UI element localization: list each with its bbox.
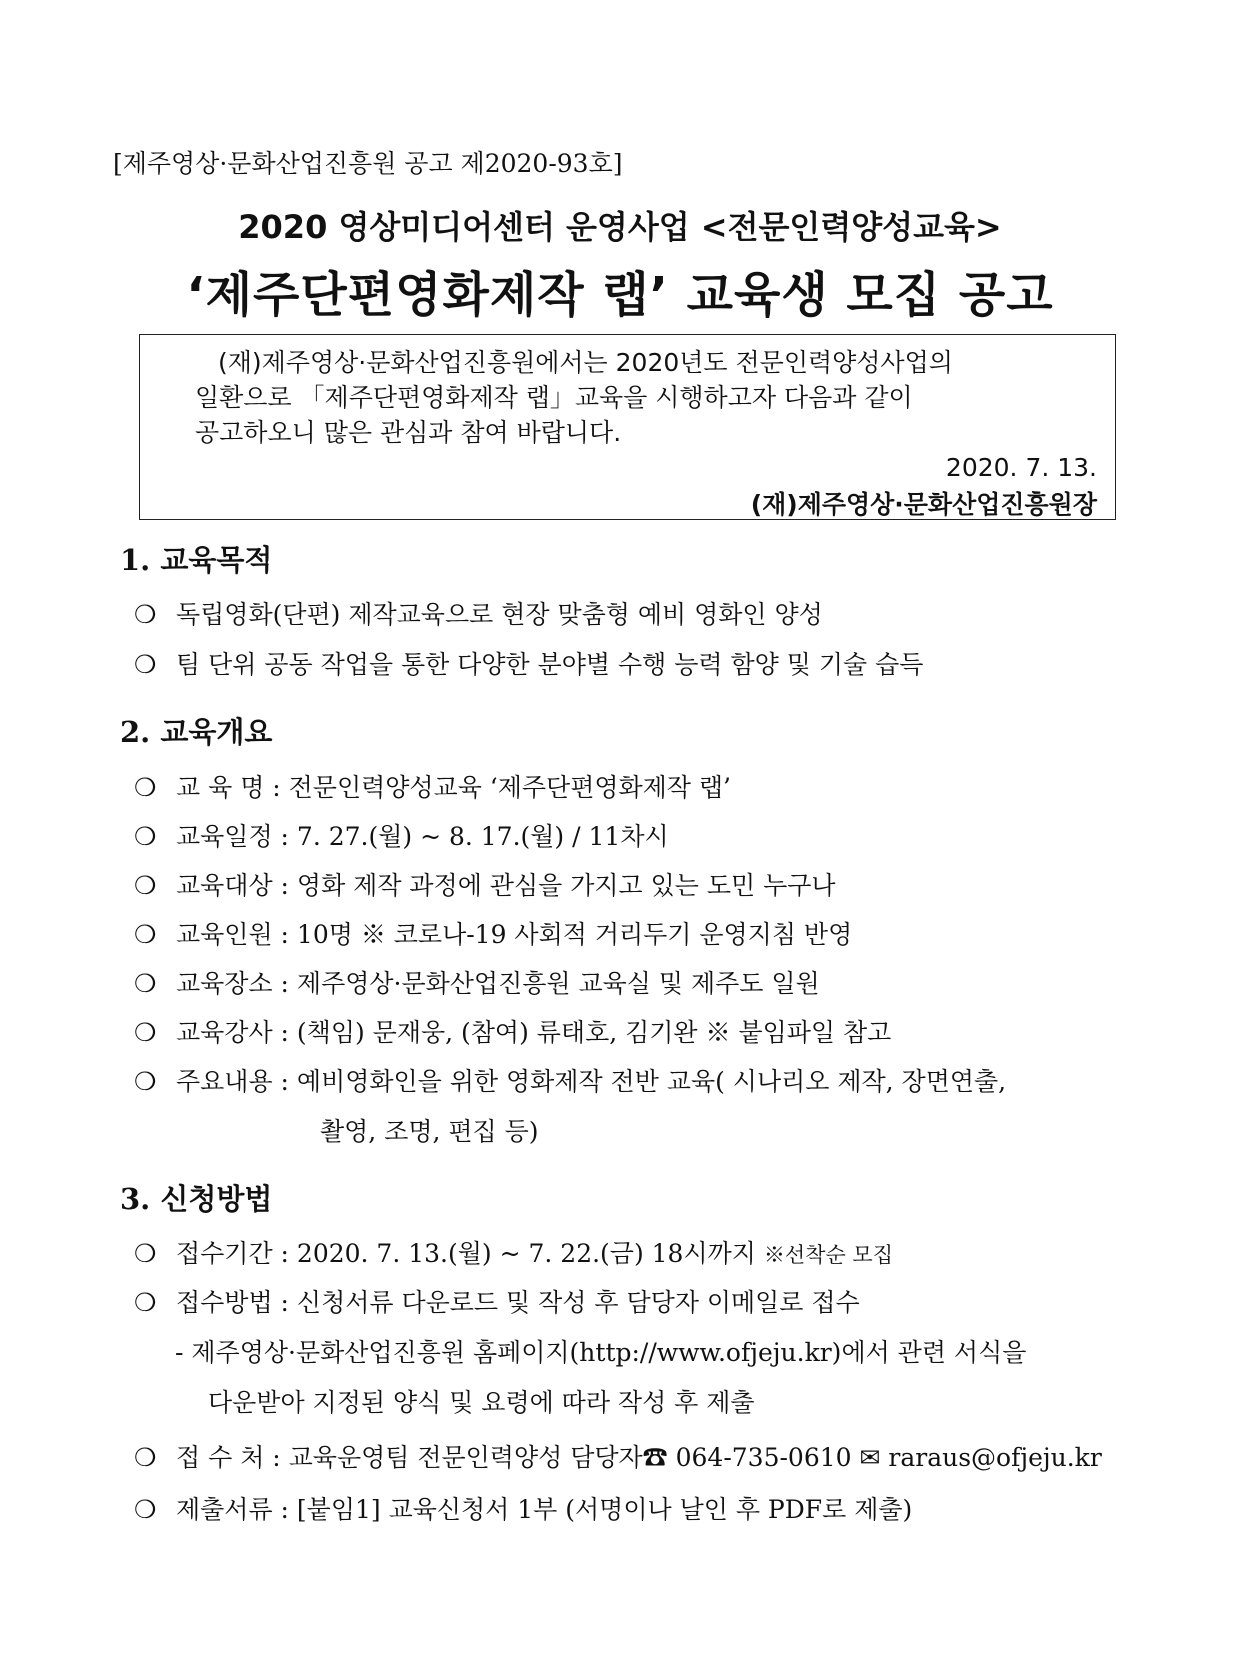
bullet-icon: ❍ <box>134 1443 157 1472</box>
list-item-text: 독립영화(단편) 제작교육으로 현장 맞춤형 예비 영화인 양성 <box>176 600 823 629</box>
list-item-text: 접수기간 : 2020. 7. 13.(월) ~ 7. 22.(금) 18시까지 <box>176 1239 756 1268</box>
bullet-icon: ❍ <box>134 1239 157 1268</box>
bullet-icon: ❍ <box>134 600 157 629</box>
list-item <box>134 866 836 902</box>
notice-number: [제주영상·문화산업진흥원 공고 제2020-93호] <box>113 149 623 178</box>
bullet-icon: ❍ <box>134 920 157 949</box>
list-item-text: 주요내용 : 예비영화인을 위한 영화제작 전반 교육( 시나리오 제작, 장면연출, <box>176 1067 1007 1096</box>
title-line-1: 2020 영상미디어센터 운영사업 <전문인력양성교육> <box>238 208 1002 246</box>
list-item-text: 교육강사 : (책임) 문재웅, (참여) 류태호, 김기완 ※ 붙임파일 참고 <box>176 1018 892 1047</box>
list-item-text: 교육대상 : 영화 제작 과정에 관심을 가지고 있는 도민 누구나 <box>176 871 836 900</box>
list-item-text: 접수방법 : 신청서류 다운로드 및 작성 후 담당자 이메일로 접수 <box>176 1288 860 1317</box>
list-item-note: ※선착순 모집 <box>763 1243 893 1267</box>
list-item <box>134 1013 891 1049</box>
list-item-text: 팀 단위 공동 작업을 통한 다양한 분야별 수행 능력 함양 및 기술 습득 <box>176 650 924 679</box>
list-item <box>134 1438 1102 1474</box>
bullet-icon: ❍ <box>134 773 157 802</box>
list-item <box>134 1234 893 1270</box>
section-heading-purpose: 1. 교육목적 <box>120 543 273 577</box>
list-item <box>134 964 820 1000</box>
list-item <box>134 595 823 631</box>
intro-line-2: 일환으로 「제주단편영화제작 랩」교육을 시행하고자 다음과 같이 <box>195 383 913 412</box>
bullet-icon: ❍ <box>134 1288 157 1317</box>
notice-date: 2020. 7. 13. <box>945 453 1097 482</box>
section-heading-overview: 2. 교육개요 <box>120 715 273 749</box>
bullet-icon: ❍ <box>134 822 157 851</box>
intro-line-3: 공고하오니 많은 관심과 참여 바랍니다. <box>195 418 622 447</box>
list-item-text: 교육장소 : 제주영상·문화산업진흥원 교육실 및 제주도 일원 <box>176 969 820 998</box>
bullet-icon: ❍ <box>134 650 157 679</box>
list-item-text: 교 육 명 : 전문인력양성교육 ‘제주단편영화제작 랩’ <box>176 773 731 802</box>
list-item <box>134 1062 1006 1098</box>
bullet-icon: ❍ <box>134 871 157 900</box>
bullet-icon: ❍ <box>134 969 157 998</box>
bullet-icon: ❍ <box>134 1067 157 1096</box>
list-item <box>134 915 852 951</box>
list-item <box>134 817 669 853</box>
issuer: (재)제주영상·문화산업진흥원장 <box>750 490 1097 519</box>
list-item-continuation: 촬영, 조명, 편집 등) <box>320 1117 539 1146</box>
list-item <box>134 1283 860 1319</box>
intro-box <box>139 334 1116 520</box>
bullet-icon: ❍ <box>134 1495 157 1524</box>
sub-item-continuation: 다운받아 지정된 양식 및 요령에 따라 작성 후 제출 <box>208 1388 755 1417</box>
page-title: ‘제주단편영화제작 랩’ 교육생 모집 공고 <box>186 267 1054 323</box>
list-item-text: 교육인원 : 10명 ※ 코로나-19 사회적 거리두기 운영지침 반영 <box>176 920 853 949</box>
intro-line-1: (재)제주영상·문화산업진흥원에서는 2020년도 전문인력양성사업의 <box>218 348 953 377</box>
list-item-text: 교육일정 : 7. 27.(월) ~ 8. 17.(월) / 11차시 <box>176 822 669 851</box>
list-item <box>134 1490 912 1526</box>
list-item <box>134 645 923 681</box>
section-heading-application: 3. 신청방법 <box>120 1182 273 1216</box>
sub-item: - 제주영상·문화산업진흥원 홈페이지(http://www.ofjeju.kr)에서 관련 서식을 <box>175 1338 1027 1367</box>
list-item-text: 제출서류 : [붙임1] 교육신청서 1부 (서명이나 날인 후 PDF로 제출) <box>176 1495 913 1524</box>
list-item <box>134 768 731 804</box>
bullet-icon: ❍ <box>134 1018 157 1047</box>
list-item-text: 접 수 처 : 교육운영팀 전문인력양성 담당자☎ 064-735-0610 ✉ raraus@ofjeju.kr <box>176 1443 1102 1472</box>
